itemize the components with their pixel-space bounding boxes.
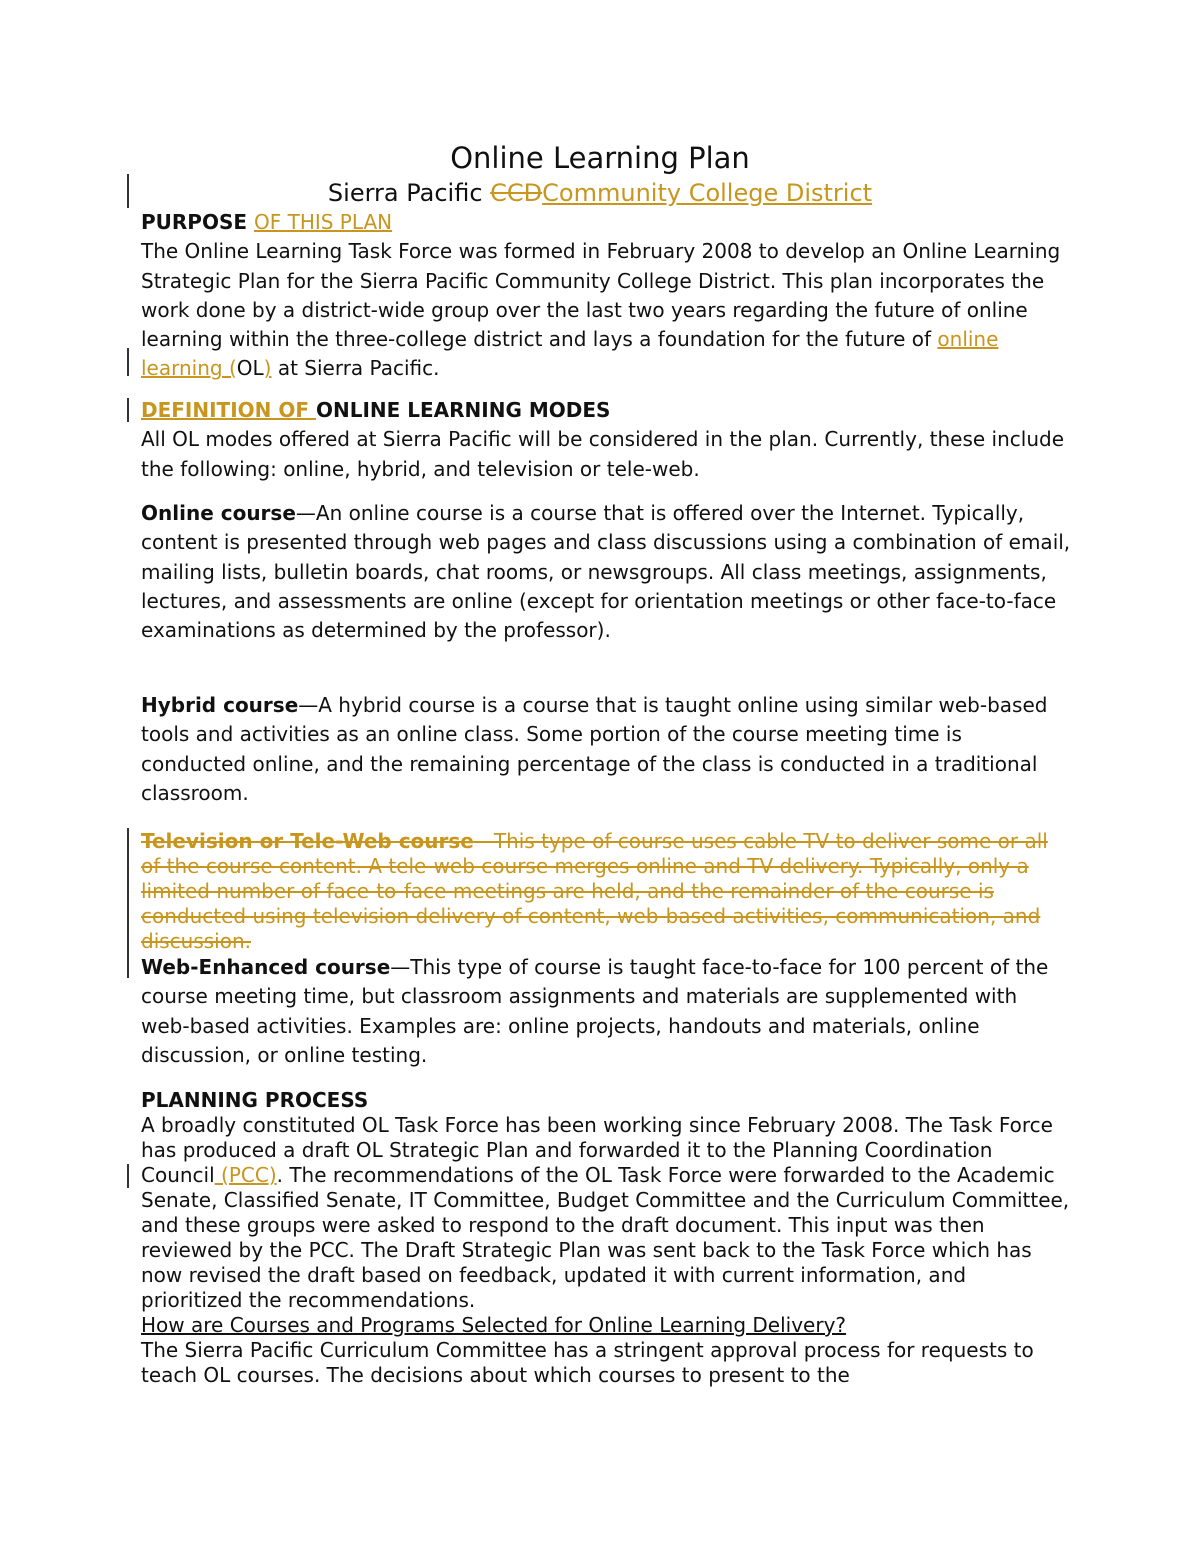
document-subtitle (0, 176, 1200, 210)
purpose-section (141, 208, 1071, 384)
web-enhanced-course-term: Web-Enhanced course (141, 955, 391, 979)
definition-heading-inserted: DEFINITION OF (141, 398, 316, 422)
curriculum-body: The Sierra Pacific Curriculum Committee has a stringent approval process for requests to teach OL courses. The decisions about which courses to present to the (141, 1338, 1034, 1387)
television-course-term: Television or Tele-Web course (141, 829, 474, 853)
selection-question-heading: How are Courses and Programs Selected for Online Learning Delivery? (141, 1313, 847, 1337)
change-bar (127, 398, 129, 422)
inserted-text: ) (263, 356, 272, 381)
definition-heading: DEFINITION OF ONLINE LEARNING MODES (141, 398, 611, 422)
purpose-body: The Online Learning Task Force was formed in February 2008 to develop an Online Learning Strategic Plan for the Sierra Pacific Community College District. This plan incorporates the work done by a district-wide group over the last two years regarding the future of online learning within the three-college district and lays a foundation for the future of online learning (OL) at Sierra Pacific. (141, 239, 1061, 381)
television-course-deleted-paragraph: Television or Tele-Web course—This type of course uses cable TV to deliver some or all of the course content. A tele-web course merges online and TV delivery. Typically, only a limited number of face-to-face meetings are held, and the remainder of the course is conducted using television delivery of content, web-based activities, communication, and discussion. (141, 829, 1048, 953)
online-course-paragraph: Online course—An online course is a course that is offered over the Internet. Typically, content is presented through web pages and class discussions using a combination of email, mailing lists, bulletin boards, chat rooms, or newsgroups. All class meetings, assignments, lectures, and assessments are online (except for orientation meetings or other face-to-face examinations as determined by the professor). (141, 501, 1071, 643)
hybrid-course-paragraph: Hybrid course—A hybrid course is a course that is taught online using similar web-based tools and activities as an online class. Some portion of the course meeting time is conducted online, and the remaining percentage of the class is conducted in a traditional classroom. (141, 693, 1048, 805)
web-enhanced-course-paragraph: Web-Enhanced course—This type of course is taught face-to-face for 100 percent of the course meeting time, but classroom assignments and materials are supplemented with web-based activities. Examples are: online projects, handouts and materials, online discussion, or online testing. (141, 955, 1049, 1067)
document-title: Online Learning Plan (450, 141, 750, 175)
change-bar (127, 1164, 129, 1188)
online-course-term: Online course (141, 501, 296, 525)
subtitle-inserted-text: Community College District (542, 179, 873, 207)
definition-section (141, 396, 1071, 484)
subtitle-deleted-text: CCD (490, 179, 543, 207)
inserted-text: online learning ( (141, 327, 999, 381)
planning-process-body: A broadly constituted OL Task Force has been working since February 2008. The Task Force has produced a draft OL Strategic Plan and forwarded it to the Planning Coordination Council (PCC). The recommendations of the OL Task Force were forwarded to the Academic Senate, Classified Senate, IT Committee, Budget Committee and the Curriculum Committee, and these groups were asked to respond to the draft document. This input was then reviewed by the PCC. The Draft Strategic Plan was sent back to the Task Force which has now revised the draft based on feedback, updated it with current information, and prioritized the recommendations. (141, 1113, 1070, 1312)
hybrid-course-term: Hybrid course (141, 693, 299, 717)
purpose-heading-inserted: OF THIS PLAN (254, 210, 393, 234)
planning-process-heading: PLANNING PROCESS (141, 1088, 369, 1112)
definition-body: All OL modes offered at Sierra Pacific will be considered in the plan. Currently, these include the following: online, hybrid, and television or tele-web. (141, 427, 1065, 481)
inserted-text: (PCC) (214, 1163, 277, 1187)
change-bar (127, 348, 129, 376)
subtitle-prefix: Sierra Pacific (327, 179, 491, 207)
change-bar (127, 828, 129, 978)
purpose-heading: PURPOSE OF THIS PLAN (141, 210, 393, 234)
planning-process-section (141, 1088, 1071, 1388)
